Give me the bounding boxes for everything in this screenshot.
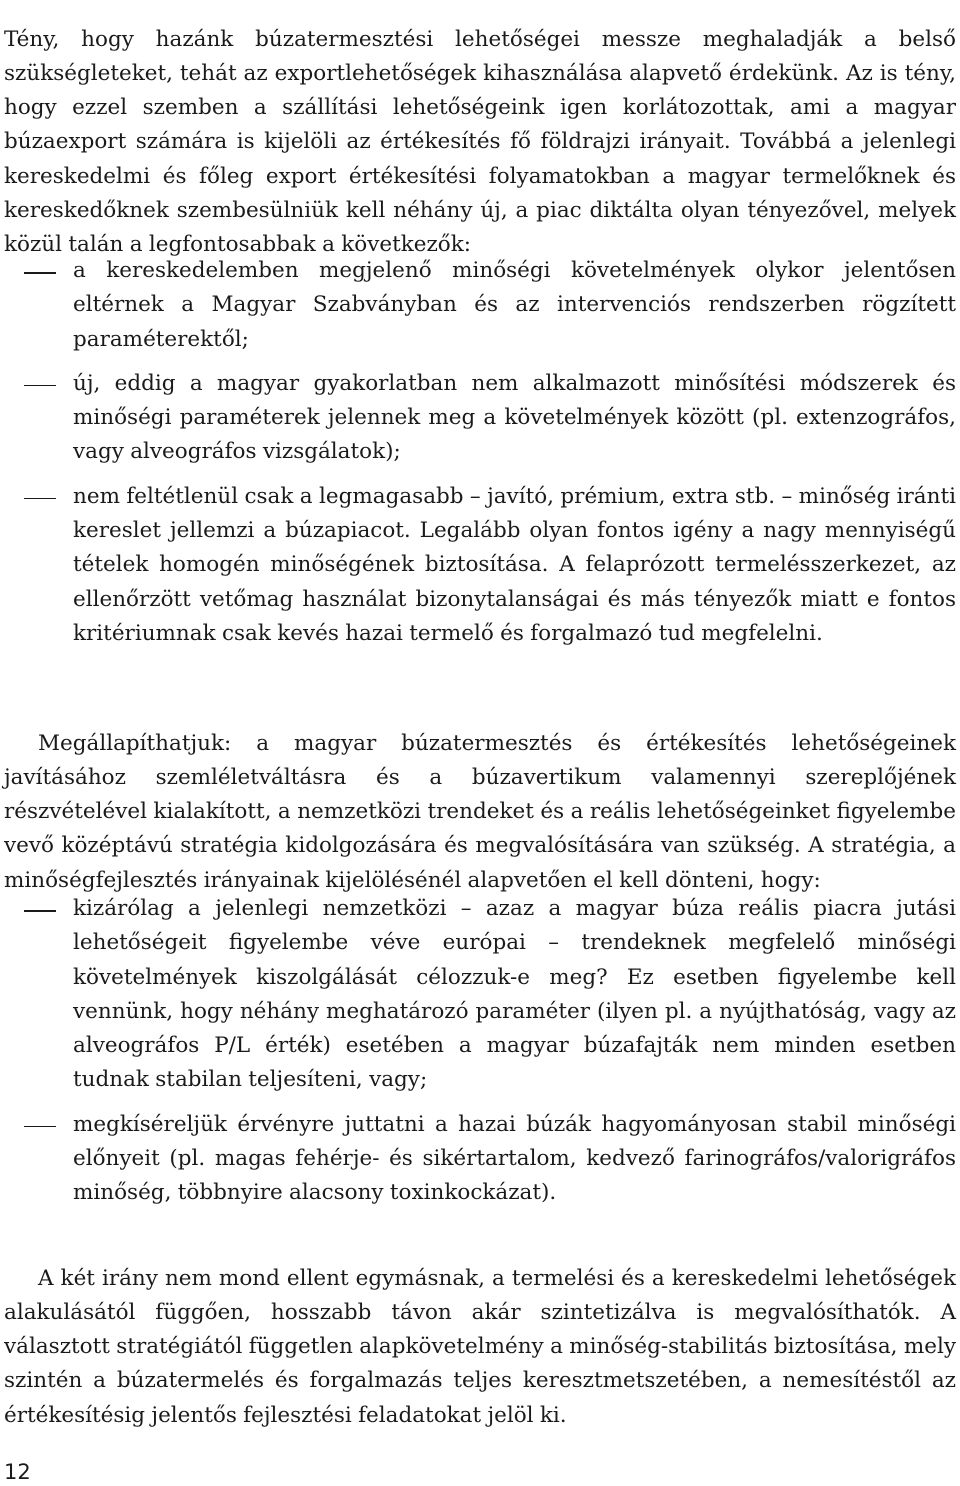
list-item — [0, 254, 956, 357]
list-item — [0, 1108, 956, 1211]
paragraph-closing: A két irány nem mond ellent egymásnak, a termelési és a kereskedelmi lehetőségek alakulásától függően, hosszabb távon akár szintetizálva is megvalósíthatók. A választott stratégiától független alapkövetelmény a minőség-stabilitás biztosítása, mely szintén a búzatermelés és forgalmazás teljes keresztmetszetében, a nemesítéstől az értékesítésig jelentős fejlesztési feladatokat jelöl ki. — [4, 1265, 956, 1428]
list-item-text: megkíséreljük érvényre juttatni a hazai búzák hagyományosan stabil minőségi előnyeit (pl. magas fehérje- és sikértartalom, kedvező farinográfos/valorigráfos minőség, többnyire alacsony toxinkockázat). — [73, 1111, 956, 1206]
paragraph-conclusion: Megállapíthatjuk: a magyar búzatermesztés és értékesítés lehetőségeinek javításához szemléletváltásra és a búzavertikum valamennyi szereplőjének részvételével kialakított, a nemzetközi trendeket és a reális lehetőségeinket figyelembe vevő középtávú stratégia kidolgozására és megvalósítására van szükség. A stratégia, a minőségfejlesztés irányainak kijelölésénél alapvetően el kell dönteni, hogy: — [4, 730, 956, 893]
list-item — [0, 367, 956, 470]
list-item-text: a kereskedelemben megjelenő minőségi követelmények olykor jelentősen eltérnek a Magyar Szabványban és az intervenciós rendszerben rögzített paraméterektől; — [73, 258, 956, 352]
bullet-list-strategy-options — [0, 892, 956, 1211]
bullet-list-market-factors — [0, 254, 956, 651]
list-item-text: kizárólag a jelenlegi nemzetközi – azaz a magyar búza reális piacra jutási lehetőségeit figyelembe véve európai – trendeknek megfelelő minőségi követelmények kiszolgálását célozzuk-e meg? Ez esetben figyelembe kell vennünk, hogy néhány meghatározó paraméter (ilyen pl. a nyújthatóság, vagy az alveográfos P/L érték) esetében a magyar búzafajták nem minden esetben tudnak stabilan teljesíteni, vagy; — [73, 896, 956, 1093]
list-item — [0, 480, 956, 651]
list-item — [0, 892, 956, 1098]
list-item-text: nem feltétlenül csak a legmagasabb – javító, prémium, extra stb. – minőség iránti kereslet jellemzi a búzapiacot. Legalább olyan fontos igény a nagy mennyiségű tételek homogén minőségének biztosítása. A felaprózott termelésszerkezet, az ellenőrzött vetőmag használat bizonytalanságai és más tényezők miatt e fontos kritériumnak csak kevés hazai termelő és forgalmazó tud megfelelni. — [73, 483, 956, 646]
paragraph-intro: Tény, hogy hazánk búzatermesztési lehetőségei messze meghaladják a belső szükségleteket, tehát az exportlehetőségek kihasználása alapvető érdekünk. Az is tény, hogy ezzel szemben a szállítási lehetőségeink igen korlátozottak, ami a magyar búzaexport számára is kijelöli az értékesítés fő földrajzi irányait. Továbbá a jelenlegi kereskedelmi és főleg export értékesítési folyamatokban a magyar termelőknek és kereskedőknek szembesülniük kell néhány új, a piac diktálta olyan tényezővel, melyek közül talán a legfontosabbak a következők: — [4, 26, 956, 258]
page-number: 12 — [4, 1460, 31, 1484]
list-item-text: új, eddig a magyar gyakorlatban nem alkalmazott minősítési módszerek és minőségi paraméterek jelennek meg a követelmények között (pl. extenzográfos, vagy alveográfos vizsgálatok); — [73, 370, 956, 465]
